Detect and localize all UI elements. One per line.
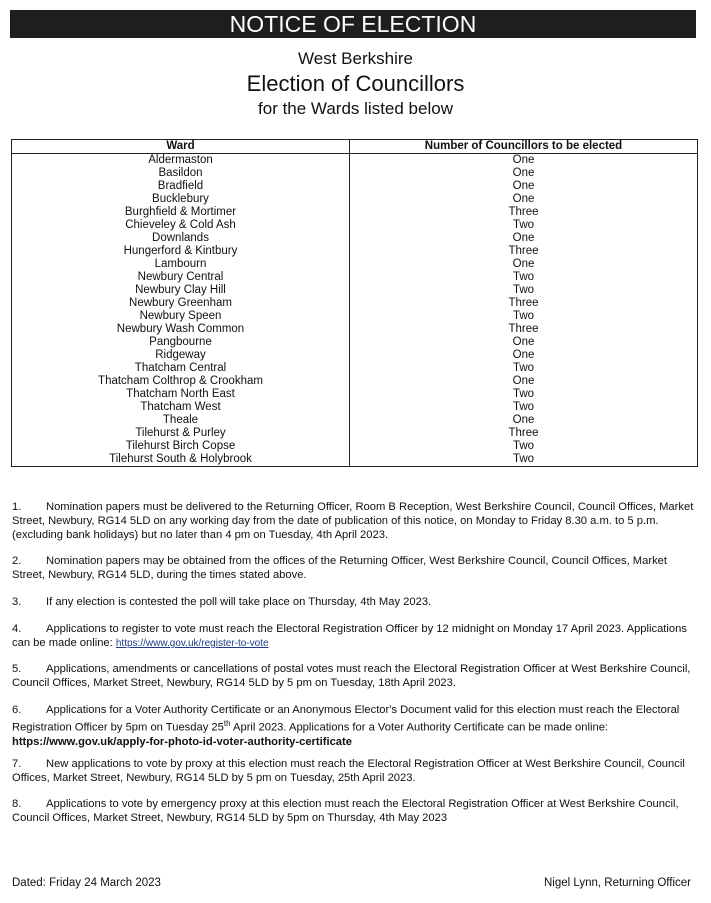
ward-name-cell: Bucklebury xyxy=(12,193,350,206)
councillor-count-cell: Two xyxy=(350,388,698,401)
table-row xyxy=(12,193,698,206)
table-row xyxy=(12,414,698,427)
ward-name-cell: Hungerford & Kintbury xyxy=(12,245,350,258)
councillor-count-cell: One xyxy=(350,349,698,362)
notice-banner: NOTICE OF ELECTION xyxy=(10,10,696,38)
table-row xyxy=(12,453,698,467)
ward-name-cell: Thatcham West xyxy=(12,401,350,414)
councillor-count-cell: One xyxy=(350,167,698,180)
paragraph-text-continued: April 2023. Applications for a Voter Authority Certificate can be made online: xyxy=(230,721,609,734)
councillor-count-cell: One xyxy=(350,180,698,193)
page-subtitle: for the Wards listed below xyxy=(258,99,453,118)
ward-name-cell: Tilehurst Birch Copse xyxy=(12,440,350,453)
paragraph-number: 8. xyxy=(12,798,22,810)
paragraph-number: 2. xyxy=(12,555,22,567)
councillor-count-cell: One xyxy=(350,336,698,349)
paragraph-5 xyxy=(12,662,698,690)
table-row xyxy=(12,219,698,232)
wards-table-body xyxy=(12,154,698,467)
table-row xyxy=(12,310,698,323)
ward-name-cell: Thatcham Central xyxy=(12,362,350,375)
table-header-row xyxy=(12,140,698,154)
paragraph-number: 7. xyxy=(12,758,22,770)
paragraph-text: Applications, amendments or cancellations of postal votes must reach the Electoral Registration Officer at West Berkshire Council, Council Offices, Market Street, Newbury, RG14 5LD by 5 pm on Tuesday, 18th April 2023. xyxy=(12,663,691,689)
table-row xyxy=(12,167,698,180)
ward-name-cell: Chieveley & Cold Ash xyxy=(12,219,350,232)
councillor-count-cell: One xyxy=(350,193,698,206)
table-row xyxy=(12,245,698,258)
wards-table xyxy=(11,139,698,467)
paragraph-number: 1. xyxy=(12,501,22,513)
councillor-count-cell: Two xyxy=(350,219,698,232)
table-row xyxy=(12,427,698,440)
councillor-count-cell: Two xyxy=(350,440,698,453)
councillor-count-cell: One xyxy=(350,414,698,427)
ward-name-cell: Newbury Greenham xyxy=(12,297,350,310)
ward-name-cell: Basildon xyxy=(12,167,350,180)
paragraph-text: If any election is contested the poll will take place on Thursday, 4th May 2023. xyxy=(46,596,432,608)
councillors-column-header: Number of Councillors to be elected xyxy=(350,140,698,154)
councillor-count-cell: Two xyxy=(350,271,698,284)
ward-name-cell: Newbury Speen xyxy=(12,310,350,323)
authority-name: West Berkshire xyxy=(298,49,413,68)
ward-name-cell: Newbury Central xyxy=(12,271,350,284)
ward-name-cell: Tilehurst South & Holybrook xyxy=(12,453,350,467)
table-row xyxy=(12,271,698,284)
table-row xyxy=(12,232,698,245)
paragraph-number: 3. xyxy=(12,596,22,608)
councillor-count-cell: One xyxy=(350,375,698,388)
ward-name-cell: Bradfield xyxy=(12,180,350,193)
ward-name-cell: Newbury Wash Common xyxy=(12,323,350,336)
councillor-count-cell: Two xyxy=(350,453,698,467)
councillor-count-cell: Three xyxy=(350,206,698,219)
ward-name-cell: Pangbourne xyxy=(12,336,350,349)
ward-name-cell: Ridgeway xyxy=(12,349,350,362)
paragraph-text: New applications to vote by proxy at this election must reach the Electoral Registration Officer at West Berkshire Council, Council Offices, Market Street, Newbury, RG14 5LD by 5 pm on Tuesday, 25th April 2023. xyxy=(12,758,685,784)
councillor-count-cell: One xyxy=(350,154,698,168)
voter-authority-certificate-link[interactable]: https://www.gov.uk/apply-for-photo-id-voter-authority-certificate xyxy=(12,735,352,748)
table-row xyxy=(12,323,698,336)
register-to-vote-link[interactable]: https://www.gov.uk/register-to-vote xyxy=(115,638,269,649)
dated-line: Dated: Friday 24 March 2023 xyxy=(12,877,161,889)
table-row xyxy=(12,336,698,349)
councillor-count-cell: Two xyxy=(350,401,698,414)
table-row xyxy=(12,401,698,414)
superscript-th: th xyxy=(223,719,231,728)
table-row xyxy=(12,284,698,297)
page-title: Election of Councillors xyxy=(246,71,465,96)
councillor-count-cell: Three xyxy=(350,245,698,258)
ward-name-cell: Thatcham North East xyxy=(12,388,350,401)
paragraph-text: Nomination papers must be delivered to the Returning Officer, Room B Reception, West Berkshire Council, Council Offices, Market Street, Newbury, RG14 5LD on any working day from the date of publication of this notice, on Monday to Friday 8.30 a.m. to 5 p.m. (excluding bank holidays) but no later than 4 pm on Tuesday, 4th April 2023. xyxy=(12,501,694,541)
councillor-count-cell: Two xyxy=(350,362,698,375)
paragraph-number: 6. xyxy=(12,704,22,716)
ward-name-cell: Downlands xyxy=(12,232,350,245)
paragraph-number: 5. xyxy=(12,663,22,675)
ward-name-cell: Theale xyxy=(12,414,350,427)
paragraph-8 xyxy=(12,797,698,825)
ward-name-cell: Aldermaston xyxy=(12,154,350,168)
table-row xyxy=(12,388,698,401)
ward-name-cell: Tilehurst & Purley xyxy=(12,427,350,440)
councillor-count-cell: One xyxy=(350,258,698,271)
table-row xyxy=(12,180,698,193)
councillor-count-cell: Three xyxy=(350,323,698,336)
paragraph-text: Applications to vote by emergency proxy at this election must reach the Electoral Registration Officer at West Berkshire Council, Council Offices, Market Street, Newbury, RG14 5LD by 5pm on Thursday, 4th May 2023 xyxy=(12,798,679,824)
councillor-count-cell: Two xyxy=(350,310,698,323)
ward-name-cell: Thatcham Colthrop & Crookham xyxy=(12,375,350,388)
paragraph-text: Nomination papers may be obtained from the offices of the Returning Officer, West Berkshire Council, Council Offices, Market Street, Newbury, RG14 5LD, during the times stated above. xyxy=(12,555,667,581)
paragraph-3 xyxy=(12,595,698,609)
table-row xyxy=(12,440,698,453)
table-row xyxy=(12,154,698,168)
table-row xyxy=(12,258,698,271)
paragraph-4 xyxy=(12,622,698,651)
paragraph-2 xyxy=(12,554,698,582)
table-row xyxy=(12,362,698,375)
table-row xyxy=(12,349,698,362)
paragraph-text: Applications for a Voter Authority Certificate or an Anonymous Elector's Document valid for this election must reach the Electoral Registration Officer by 5pm on Tuesday 25 xyxy=(12,704,680,734)
table-row xyxy=(12,297,698,310)
paragraph-7 xyxy=(12,757,698,785)
councillor-count-cell: Two xyxy=(350,284,698,297)
returning-officer-signature: Nigel Lynn, Returning Officer xyxy=(543,877,691,889)
councillor-count-cell: One xyxy=(350,232,698,245)
paragraph-number: 4. xyxy=(12,623,22,635)
table-row xyxy=(12,375,698,388)
paragraph-text: Applications to register to vote must reach the Electoral Registration Officer by 12 midnight on Monday 17 April 2023. Applications can be made online: xyxy=(12,623,687,649)
ward-column-header: Ward xyxy=(12,140,350,154)
table-row xyxy=(12,206,698,219)
councillor-count-cell: Three xyxy=(350,297,698,310)
ward-name-cell: Lambourn xyxy=(12,258,350,271)
ward-name-cell: Newbury Clay Hill xyxy=(12,284,350,297)
paragraph-6 xyxy=(12,703,698,749)
ward-name-cell: Burghfield & Mortimer xyxy=(12,206,350,219)
paragraph-1 xyxy=(12,500,698,542)
councillor-count-cell: Three xyxy=(350,427,698,440)
